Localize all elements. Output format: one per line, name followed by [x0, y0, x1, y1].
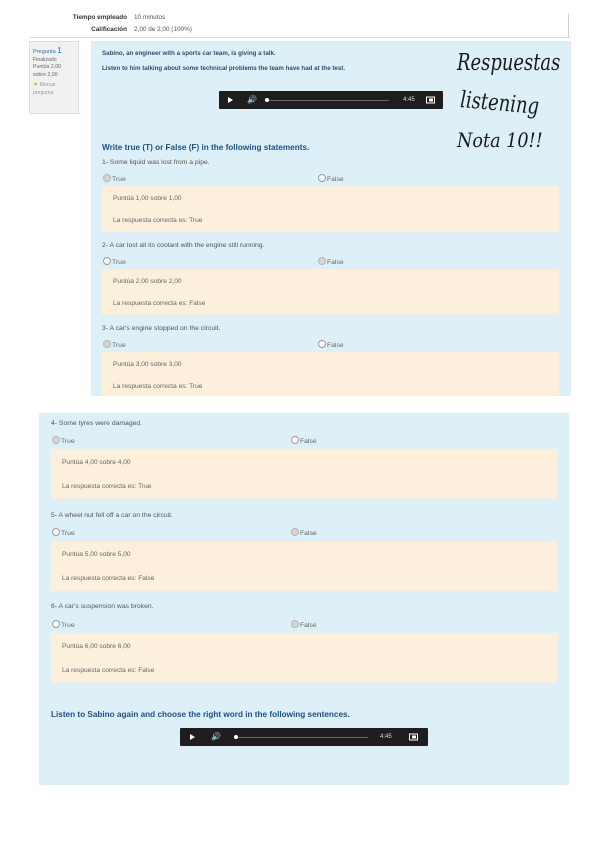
statement-2: 2- A car lost all its coolant with the engine still running. [102, 242, 265, 249]
time-value: 10 minutos [134, 14, 166, 21]
radio-true-3[interactable] [103, 340, 111, 348]
question-mark: Puntúa 2,00 sobre 2,00 [33, 64, 61, 78]
option-true-label: True [61, 622, 75, 629]
option-false-label: False [300, 622, 317, 629]
question-number [33, 45, 75, 57]
audio-player-1[interactable] [219, 91, 443, 109]
question-number-value: 1 [57, 46, 62, 55]
attempt-summary [30, 14, 570, 38]
option-true-label: True [112, 259, 126, 266]
intro-line-2: Listen to him talking about some technical problems the team have had at the test. [102, 65, 346, 72]
volume-icon[interactable]: 🔊 [247, 95, 257, 104]
time-display: 4:45 [380, 734, 392, 740]
time-label: Tiempo empleado [72, 14, 127, 21]
statement-6: 6- A car's suspension was broken. [51, 603, 154, 610]
option-false-1[interactable] [318, 174, 344, 183]
option-false-label: False [327, 176, 344, 183]
handwritten-note-line-1: Respuestas [457, 50, 561, 76]
grade-label: Calificación [91, 26, 127, 33]
option-true-1[interactable] [103, 174, 126, 183]
option-false-6[interactable] [291, 620, 317, 629]
radio-true-4[interactable] [52, 436, 60, 444]
radio-true-2[interactable] [103, 257, 111, 265]
option-false-5[interactable] [291, 528, 317, 537]
section-heading-choose-word: Listen to Sabino again and choose the right word in the following sentences. [51, 710, 350, 719]
correct-answer-text: La respuesta correcta es: True [62, 483, 152, 490]
audio-player-2[interactable] [180, 728, 428, 746]
question-panel-bottom [39, 413, 569, 785]
radio-false-2[interactable] [318, 257, 326, 265]
correct-answer-text: La respuesta correcta es: False [62, 667, 155, 674]
time-row [30, 14, 570, 26]
feedback-3 [102, 352, 559, 396]
question-info [29, 41, 79, 114]
option-true-label: True [112, 176, 126, 183]
option-false-2[interactable] [318, 257, 344, 266]
option-true-label: True [112, 342, 126, 349]
radio-false-1[interactable] [318, 174, 326, 182]
option-true-5[interactable] [52, 528, 75, 537]
seek-handle[interactable] [265, 98, 269, 102]
correct-answer-text: La respuesta correcta es: False [62, 575, 155, 582]
score-text: Puntúa 1,00 sobre 1,00 [113, 195, 182, 202]
score-text: Puntúa 2,00 sobre 2,00 [113, 278, 182, 285]
grade-row [30, 26, 570, 38]
option-true-4[interactable] [52, 436, 75, 445]
radio-false-5[interactable] [291, 528, 299, 536]
handwritten-note-line-2: listening [459, 87, 540, 120]
option-true-label: True [61, 530, 75, 537]
option-false-label: False [327, 342, 344, 349]
seek-bar[interactable] [265, 100, 389, 101]
correct-answer-text: La respuesta correcta es: True [113, 383, 203, 390]
section-heading-true-false: Write true (T) or False (F) in the following statements. [102, 143, 310, 152]
flag-icon: ▼ [33, 82, 39, 89]
option-true-2[interactable] [103, 257, 126, 266]
picture-in-picture-icon[interactable] [409, 734, 418, 741]
table-border [568, 14, 569, 38]
score-text: Puntúa 4,00 sobre 4,00 [62, 459, 131, 466]
radio-false-3[interactable] [318, 340, 326, 348]
play-icon[interactable] [190, 734, 195, 740]
feedback-1 [102, 186, 559, 232]
radio-true-1[interactable] [103, 174, 111, 182]
play-icon[interactable] [228, 97, 233, 103]
option-true-3[interactable] [103, 340, 126, 349]
option-false-3[interactable] [318, 340, 344, 349]
flag-question-link[interactable] [33, 82, 75, 97]
feedback-5 [51, 541, 557, 591]
option-false-label: False [300, 438, 317, 445]
correct-answer-text: La respuesta correcta es: False [113, 300, 206, 307]
volume-icon[interactable]: 🔊 [211, 732, 221, 741]
question-label: Pregunta [33, 49, 56, 55]
option-false-4[interactable] [291, 436, 317, 445]
seek-bar[interactable] [234, 737, 368, 738]
time-display: 4:45 [403, 97, 415, 103]
statement-5: 5- A wheel nut fell off a car on the circuit. [51, 512, 173, 519]
statement-4: 4- Some tyres were damaged. [51, 420, 143, 427]
score-text: Puntúa 3,00 sobre 3,00 [113, 361, 182, 368]
option-false-label: False [327, 259, 344, 266]
feedback-4 [51, 449, 557, 499]
feedback-6 [51, 633, 557, 683]
score-text: Puntúa 6,00 sobre 6,00 [62, 643, 131, 650]
option-true-label: True [61, 438, 75, 445]
statement-3: 3- A car's engine stopped on the circuit. [102, 325, 221, 332]
intro-line-1: Sabino, an engineer with a sports car team, is giving a talk. [102, 50, 276, 57]
picture-in-picture-icon[interactable] [426, 97, 435, 104]
radio-false-6[interactable] [291, 620, 299, 628]
grade-value: 2,00 de 2,00 (100%) [134, 26, 192, 33]
feedback-2 [102, 269, 559, 315]
option-true-6[interactable] [52, 620, 75, 629]
question-state: Finalizado [33, 56, 57, 63]
seek-handle[interactable] [234, 735, 238, 739]
flag-label: Marcar pregunta [33, 82, 56, 96]
correct-answer-text: La respuesta correcta es: True [113, 217, 203, 224]
radio-false-4[interactable] [291, 436, 299, 444]
radio-true-6[interactable] [52, 620, 60, 628]
option-false-label: False [300, 530, 317, 537]
score-text: Puntúa 5,00 sobre 5,00 [62, 551, 131, 558]
handwritten-note-line-3: Nota 10!! [457, 128, 543, 152]
radio-true-5[interactable] [52, 528, 60, 536]
statement-1: 1- Some liquid was lost from a pipe. [102, 159, 210, 166]
